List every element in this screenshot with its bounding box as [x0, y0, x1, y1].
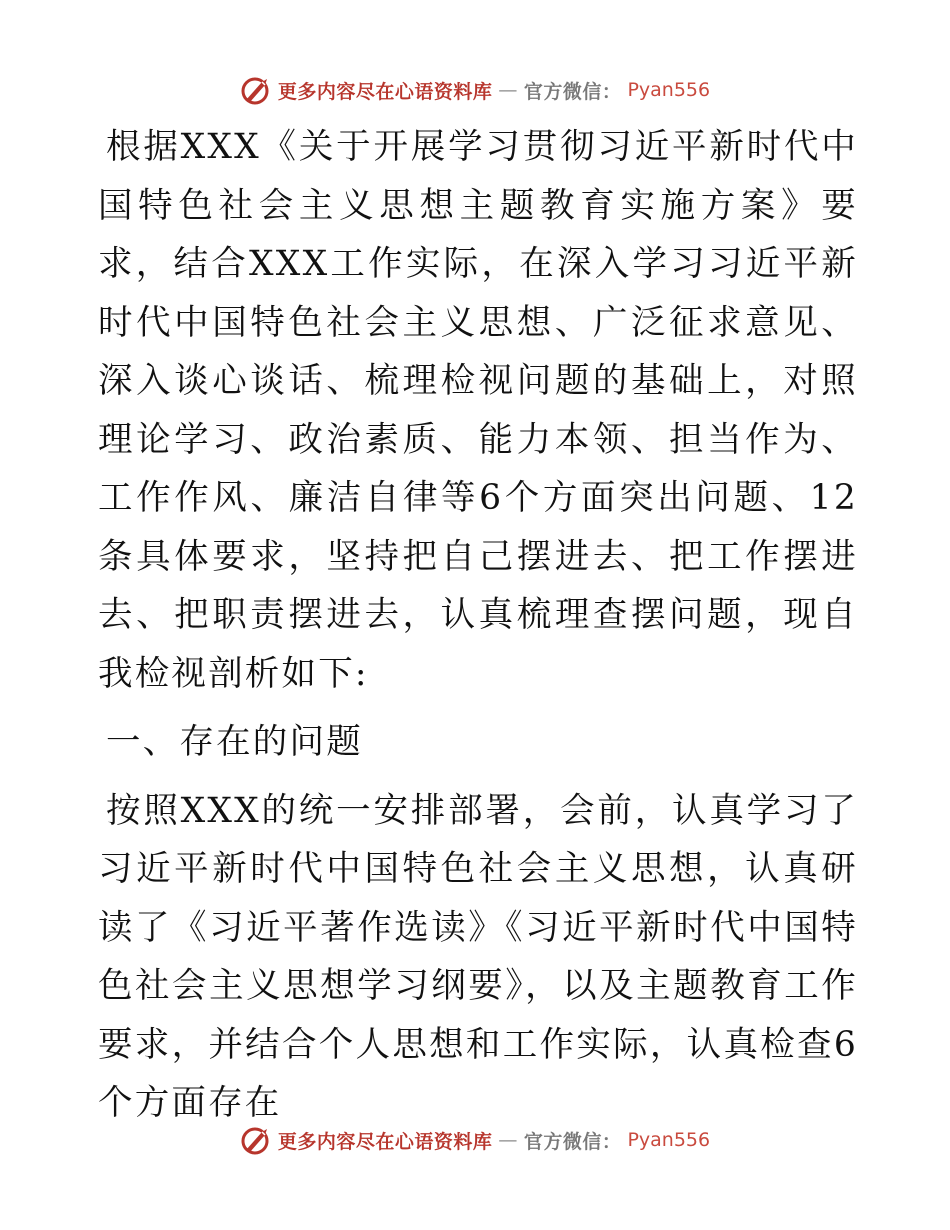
watermark-contact: Pyan556	[627, 79, 711, 101]
pen-logo-icon	[240, 74, 272, 106]
intro-paragraph: 根据XXX《关于开展学习贯彻习近平新时代中国特色社会主义思想主题教育实施方案》要求，结合XXX工作实际，在深入学习习近平新时代中国特色社会主义思想、广泛征求意见、深入谈心谈话、梳理检视问题的基础上，对照理论学习、政治素质、能力本领、担当作为、工作作风、廉洁自律等6个方面突出问题、12条具体要求，坚持把自己摆进去、把工作摆进去、把职责摆进去，认真梳理查摆问题，现自我检视剖析如下:	[98, 127, 858, 694]
section-heading: 一、存在的问题	[106, 722, 363, 762]
watermark-contact: Pyan556	[627, 1129, 711, 1151]
watermark-dash: —	[498, 79, 518, 101]
page-footer-watermark	[0, 1122, 950, 1158]
watermark-suffix: 官方微信：	[523, 1130, 622, 1153]
pen-logo-icon	[240, 1124, 272, 1156]
section-paragraph: 按照XXX的统一安排部署，会前，认真学习了习近平新时代中国特色社会主义思想，认真研读了《习近平著作选读》《习近平新时代中国特色社会主义思想学习纲要》，以及主题教育工作要求，并结合个人思想和工作实际，认真检查6个方面存在	[98, 790, 858, 1123]
watermark-prefix: 更多内容尽在心语资料库	[277, 1130, 493, 1153]
page-header-watermark	[0, 72, 950, 108]
watermark-prefix: 更多内容尽在心语资料库	[277, 80, 493, 103]
watermark-dash: —	[498, 1129, 518, 1151]
watermark-suffix: 官方微信：	[523, 80, 622, 103]
document-body	[98, 118, 858, 1133]
